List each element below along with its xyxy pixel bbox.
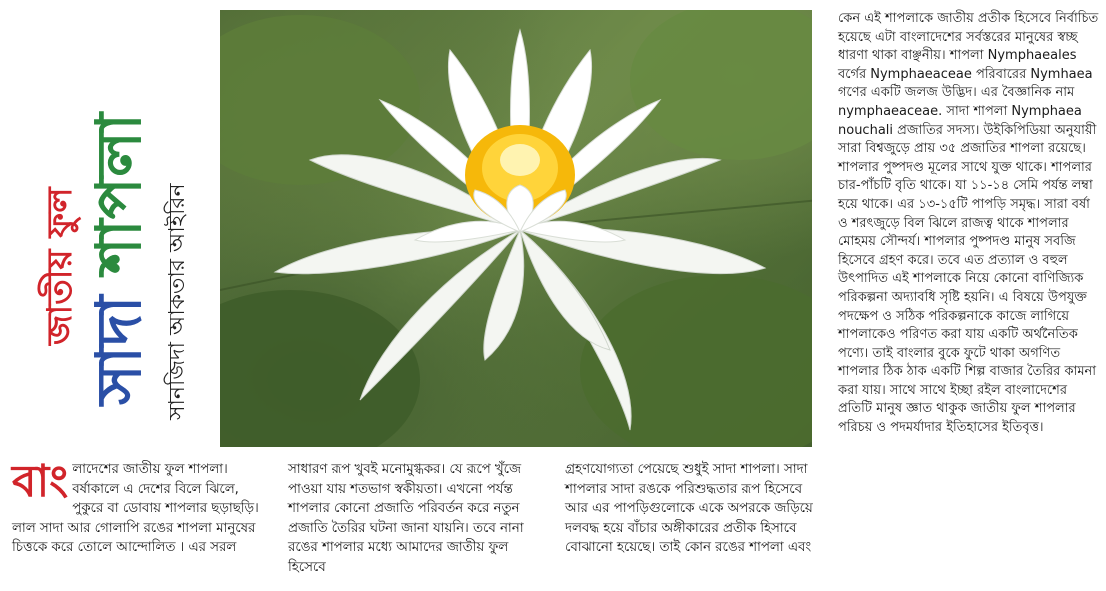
headline-part1: সাদা [82,273,155,405]
dropcap: বাং [12,456,69,507]
article-column-2 [288,460,543,577]
water-lily-photo [220,10,812,447]
article-column-1 [12,456,267,558]
byline: সানজিদা আকতার আইরিন [165,183,190,420]
column-1-text: লাদেশের জাতীয় ফুল শাপলা। বর্ষাকালে এ দেশের বিলে ঝিলে, পুকুরে বা ডোবায় শাপলার ছড়াছড়ি। লাল সাদা আর গোলাপি রঙের শাপলা মানুষের চিত্তকে করে তোলে আন্দোলিত । এর সরল [12,462,259,555]
headline-part2: শাপলা [82,112,155,274]
column-3-text: গ্রহণযোগ্যতা পেয়েছে শুধুই সাদা শাপলা। সাদা শাপলার সাদা রঙকে পরিশুদ্ধতার রূপ হিসেবে আর এর পাপড়িগুলোকে একে অপরকে জড়িয়ে দলবদ্ধ হয়ে বাঁচার অঙ্গীকারের প্রতীক হিসাবে বোঝানো হয়েছে। তাই কোন রঙের শাপলা এবং [565,462,813,555]
headline [82,112,155,405]
column-2-text: সাধারণ রূপ খুবই মনোমুগ্ধকর। যে রূপে খুঁজে পাওয়া যায় শতভাগ স্বকীয়তা। এখনো পর্যন্ত শাপলার কোনো প্রজাতি পরিবর্তন করে নতুন প্রজাতি তৈরির ঘটনা জানা যায়নি। তবে নানা রঙের শাপলার মধ্যে আমাদের জাতীয় ফুল হিসেবে [288,462,524,575]
water-lily-illustration [220,10,812,447]
article-column-3 [565,460,815,558]
article-column-4 [838,10,1100,438]
kicker: জাতীয় ফুল [40,187,80,345]
column-4-text: কেন এই শাপলাকে জাতীয় প্রতীক হিসেবে নির্বাচিত হয়েছে এটা বাংলাদেশের সর্বস্তরের মানুষের স্বচ্ছ ধারণা থাকা বাঞ্ছনীয়। শাপলা Nymphaeales বর্গের Nymphaeaceae পরিবারের Nymhaea গণের একটি জলজ উদ্ভিদ। এর বৈজ্ঞানিক নাম nymphaeaceae. সাদা শাপলা Nymphaea nouchali প্রজাতির সদস্য। উইকিপিডিয়া অনুযায়ী সারা বিশ্বজুড়ে প্রায় ৩৫ প্রজাতির শাপলা রয়েছে। শাপলার পুষ্পদণ্ড মূলের সাথে যুক্ত থাকে। শাপলার চার-পাঁচটি বৃতি থাকে। যা ১১-১৪ সেমি পর্যন্ত লম্বা হয়ে থাকে। এর ১৩-১৫টি পাপড়ি সমৃদ্ধ। সারা বর্ষা ও শরৎজুড়ে বিল ঝিলে রাজত্ব থাকে শাপলার মোহময় সৌন্দর্য। শাপলার পুষ্পদণ্ড মানুষ সবজি হিসেবে গ্রহণ করে। তবে এত প্রত্যাল ও বহুল উৎপাদিত এই শাপলাকে নিয়ে কোনো বাণিজ্যিক পরিকল্পনা অদ্যাবধি সৃষ্টি হয়নি। এ বিষয়ে উপযুক্ত পদক্ষেপ ও সঠিক পরিকল্পনাকে কাজে লাগিয়ে শাপলাকেও পরিণত করা যায় একটি অর্থনৈতিক পণ্যে। তাই বাংলার বুকে ফুটে থাকা অগণিত শাপলার ঠিক ঠাক একটি শিল্প বাজার তৈরির কামনা করা যায়। সাথে সাথে ইচ্ছা রইল বাংলাদেশের প্রতিটি মানুষ জ্ঞাত থাকুক জাতীয় ফুল শাপলার পরিচয় ও পদমর্যাদার ইতিহাসের ইতিবৃত্ত। [838,11,1099,436]
title-block [0,0,218,448]
